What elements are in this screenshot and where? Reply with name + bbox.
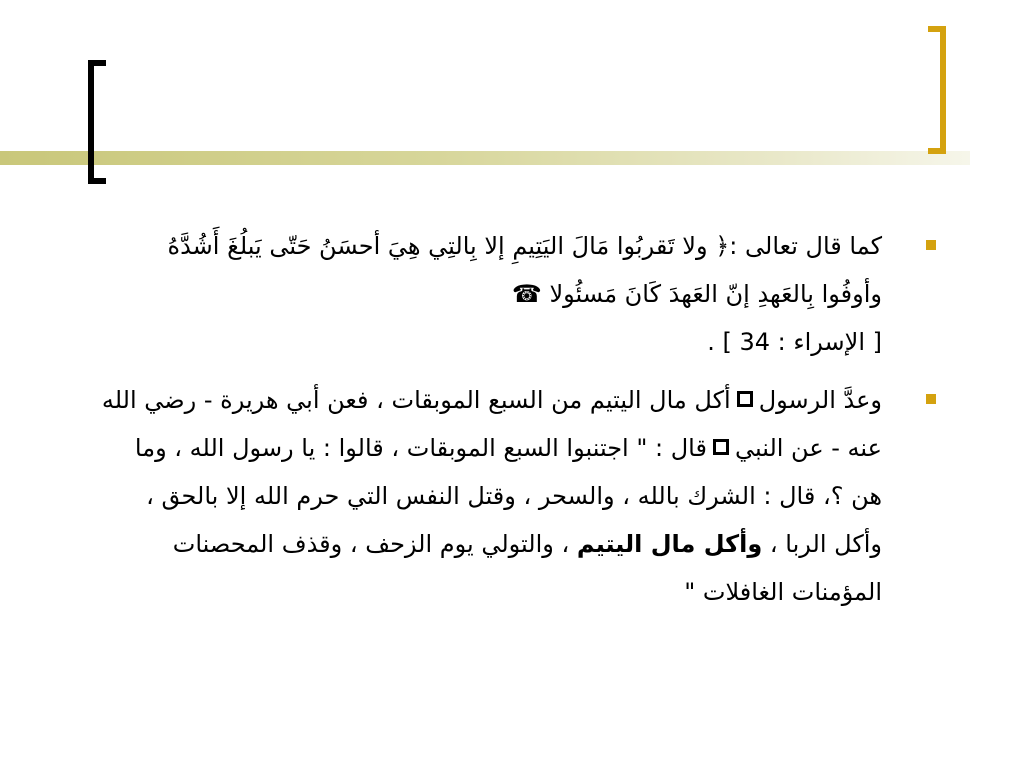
slide-content [100, 222, 940, 616]
bullet-item-verse [100, 222, 940, 366]
decorative-bar [0, 151, 970, 165]
hadith-text-1: وعدَّ الرسول [758, 386, 882, 414]
verse-reference: [ الإسراء : 34 ] . [707, 328, 882, 356]
hadith-text-2: أكل مال اليتيم من السبع الموبقات ، فعن أبي هريرة - رضي الله عنه - عن النبي [101, 386, 882, 462]
hadith-text-4: ، والتولي يوم الزحف ، وقذف المحصنات المؤمنات الغافلات " [172, 530, 882, 606]
verse-paragraph [100, 222, 882, 366]
phone-symbol-icon: ☎ [511, 280, 542, 308]
square-bullet-icon [926, 394, 936, 404]
square-bullet-icon [926, 240, 936, 250]
bullet-item-hadith [100, 376, 940, 616]
hadith-text-3: قال : " اجتنبوا السبع الموبقات ، قالوا : يا رسول الله ، وما هن ؟، قال : الشرك بالله ، والسحر ، وقتل النفس التي حرم الله إلا بالحق ، وأكل الربا ، [134, 434, 882, 558]
left-bracket-decoration [88, 60, 106, 184]
hadith-bold-phrase: وأكل مال اليتيم [576, 530, 763, 558]
right-bracket-decoration [928, 26, 946, 154]
verse-intro: كما قال تعالى : [729, 232, 882, 260]
verse-open-bracket: ﴿ [715, 232, 730, 260]
verse-text: ولا تَقربُوا مَالَ اليَتِيمِ إلا بِالتِي هِيَ أحسَنُ حَتّى يَبلُغَ أَشُدَّهُ وأوفُوا بِالعَهدِ إنّ العَهدَ كَانَ مَسئُولا [167, 232, 882, 308]
hadith-paragraph [100, 376, 882, 616]
honorific-box-icon [713, 439, 729, 455]
honorific-box-icon [737, 391, 753, 407]
